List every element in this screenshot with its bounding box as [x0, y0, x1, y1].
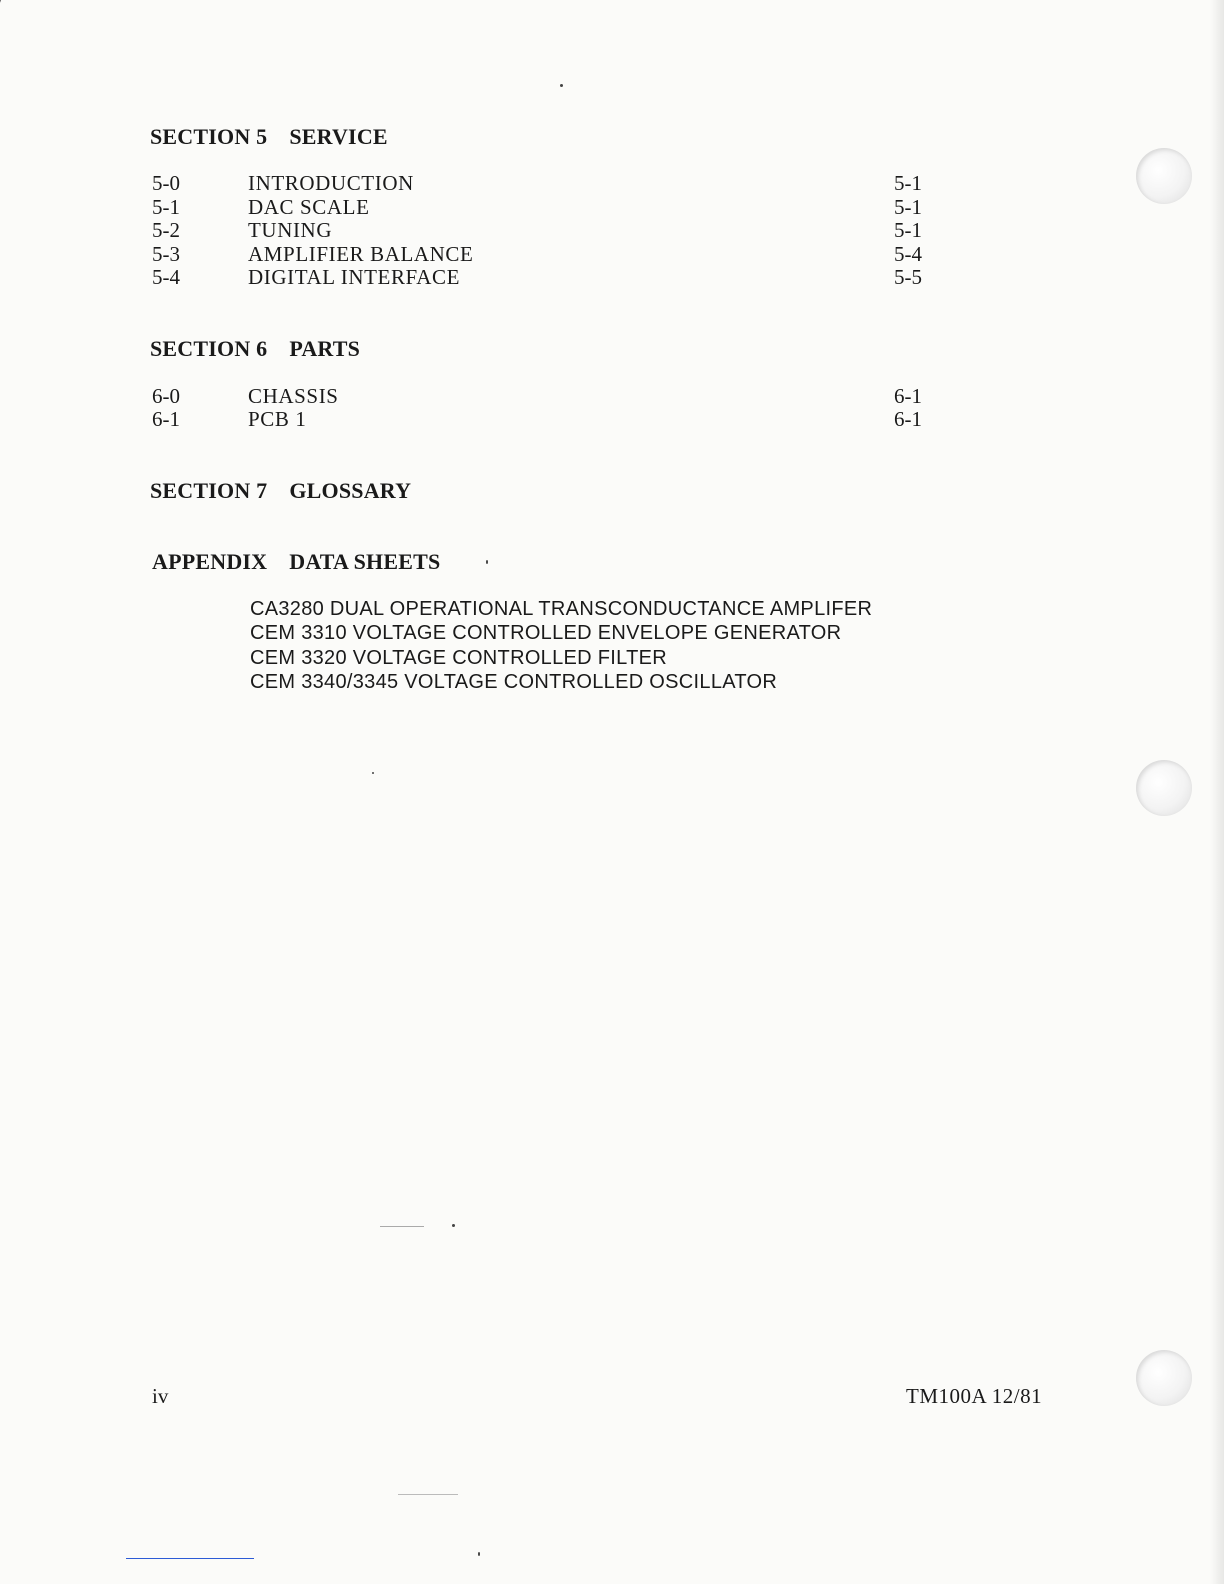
appendix-name: DATA SHEETS — [289, 549, 441, 574]
section-name: SERVICE — [289, 124, 388, 149]
toc-entry-code: 5-0 — [152, 171, 180, 195]
section-5-heading — [150, 124, 388, 150]
scan-speck — [486, 560, 488, 564]
toc-entry-page: 5-4 — [894, 242, 922, 266]
toc-entry-title: PCB 1 — [248, 407, 307, 431]
toc-entry-page: 5-1 — [894, 171, 922, 195]
datasheet-item: CEM 3310 VOLTAGE CONTROLLED ENVELOPE GENERATOR — [250, 622, 842, 644]
toc-entry-page: 5-1 — [894, 195, 922, 219]
section-number: SECTION 6 — [150, 336, 268, 361]
section-number: SECTION 7 — [150, 478, 268, 503]
toc-entry-code: 5-3 — [152, 242, 180, 266]
toc-entry-code: 5-4 — [152, 265, 180, 289]
toc-entry-title: AMPLIFIER BALANCE — [248, 242, 474, 266]
scan-speck — [452, 1224, 455, 1227]
toc-entry-page: 5-5 — [894, 265, 922, 289]
binder-hole-bottom — [1136, 1350, 1192, 1406]
page-edge-shadow — [1210, 0, 1224, 1584]
bottom-underline — [126, 1558, 254, 1559]
toc-entry-title: CHASSIS — [248, 384, 339, 408]
corner-mark — [0, 0, 31, 20]
scan-speck — [478, 1552, 480, 1556]
toc-entry-title: TUNING — [248, 218, 333, 242]
section-7-heading — [150, 478, 411, 504]
toc-entry-code: 5-2 — [152, 218, 180, 242]
document-id: TM100A 12/81 — [906, 1384, 1043, 1408]
toc-entry-page: 6-1 — [894, 384, 922, 408]
toc-entry-code: 5-1 — [152, 195, 180, 219]
binder-hole-middle — [1136, 760, 1192, 816]
section-name: PARTS — [289, 336, 361, 361]
section-number: SECTION 5 — [150, 124, 268, 149]
toc-entry-title: DIGITAL INTERFACE — [248, 265, 461, 289]
toc-entry-code: 6-0 — [152, 384, 180, 408]
toc-entry-page: 6-1 — [894, 407, 922, 431]
page-number: iv — [152, 1384, 169, 1408]
toc-entry-code: 6-1 — [152, 407, 180, 431]
binder-hole-top — [1136, 148, 1192, 204]
section-name: GLOSSARY — [289, 478, 412, 503]
toc-entry-title: INTRODUCTION — [248, 171, 414, 195]
toc-entry-page: 5-1 — [894, 218, 922, 242]
scan-speck — [372, 772, 374, 774]
appendix-label: APPENDIX — [152, 549, 268, 574]
datasheet-item: CA3280 DUAL OPERATIONAL TRANSCONDUCTANCE AMPLIFER — [250, 598, 873, 620]
datasheet-item: CEM 3340/3345 VOLTAGE CONTROLLED OSCILLATOR — [250, 671, 778, 693]
scan-speck — [560, 84, 563, 87]
section-6-heading — [150, 336, 360, 362]
scan-line — [380, 1226, 424, 1227]
toc-entry-title: DAC SCALE — [248, 195, 370, 219]
appendix-heading — [152, 549, 440, 575]
scan-line — [398, 1494, 458, 1495]
datasheet-item: CEM 3320 VOLTAGE CONTROLLED FILTER — [250, 647, 667, 669]
